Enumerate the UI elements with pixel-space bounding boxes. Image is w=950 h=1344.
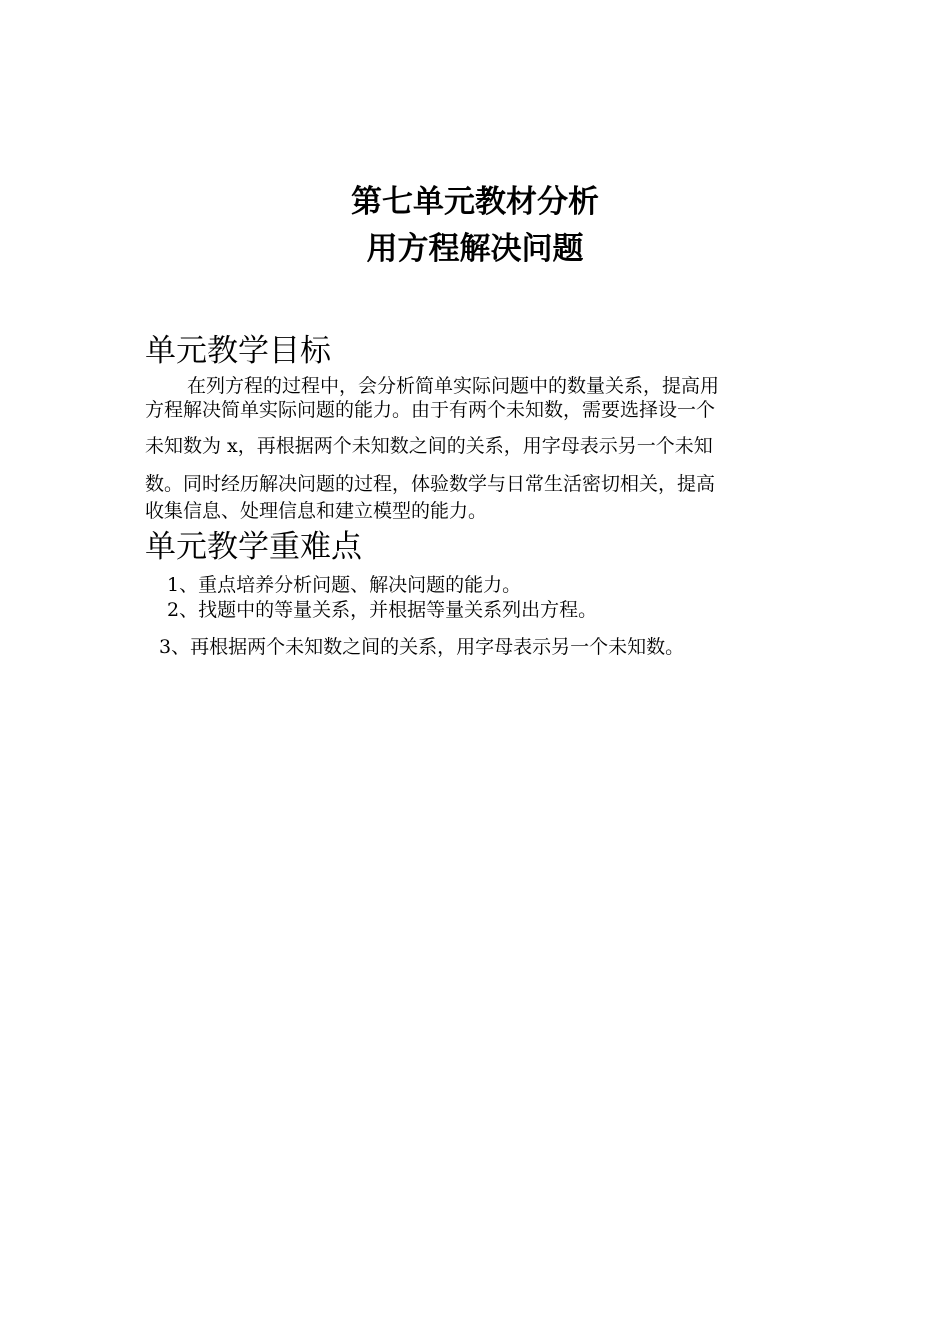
goals-line: 收集信息、处理信息和建立模型的能力。 — [145, 500, 488, 522]
key-points-heading: 单元教学重难点 — [145, 529, 362, 565]
goals-line: 数。同时经历解决问题的过程，体验数学与日常生活密切相关，提高 — [145, 473, 716, 495]
list-item: 3、再根据两个未知数之间的关系，用字母表示另一个未知数。 — [159, 636, 685, 658]
document-subtitle: 用方程解决问题 — [366, 231, 584, 267]
goals-line: 未知数为 x，再根据两个未知数之间的关系，用字母表示另一个未知 — [145, 435, 713, 457]
document-title: 第七单元教材分析 — [351, 184, 599, 220]
goals-heading: 单元教学目标 — [145, 333, 331, 369]
list-item: 1、重点培养分析问题、解决问题的能力。 — [167, 574, 522, 596]
goals-line: 方程解决简单实际问题的能力。由于有两个未知数，需要选择设一个 — [145, 399, 716, 421]
list-item: 2、找题中的等量关系，并根据等量关系列出方程。 — [167, 599, 598, 621]
goals-line: 在列方程的过程中，会分析简单实际问题中的数量关系，提高用 — [187, 375, 720, 397]
